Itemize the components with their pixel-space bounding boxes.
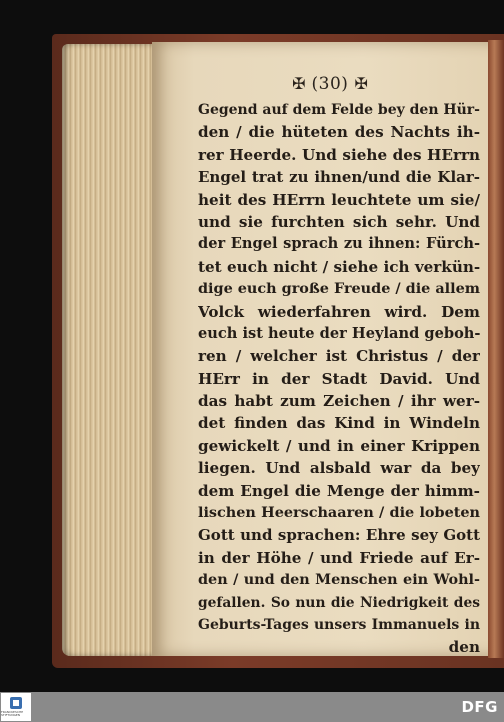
dfg-logo[interactable]: DFG [461,698,498,716]
text-line: dige euch große Freude / die allem [198,280,480,298]
text-line: Geburts-Tages unsers Immanuels in [198,616,480,633]
text-line: euch ist heute der Heyland geboh- [198,324,480,342]
text-line: liegen. Und alsbald war da bey [198,459,480,478]
text-line: rer Heerde. Und siehe des HErrn [198,145,480,164]
page-edges [62,44,158,656]
text-line: und sie furchten sich sehr. Und [198,212,480,231]
page-number: (30) [311,74,349,94]
catchword: den [448,638,480,657]
library-logo[interactable] [1,693,31,721]
ornament-left-icon: ✠ [292,74,306,93]
text-line: det finden das Kind in Windeln [198,414,480,433]
text-line: Engel trat zu ihnen/und die Klar- [198,168,480,187]
text-line: den / und den Menschen ein Wohl- [198,571,480,589]
text-line: den / die hüteten des Nachts ih- [198,123,480,142]
text-line: Gott und sprachen: Ehre sey Gott [198,526,480,545]
library-logo-icon [10,697,22,709]
page-header [285,72,375,96]
text-line: HErr in der Stadt David. Und [198,369,480,388]
footer-bar [0,692,504,722]
text-line: Volck wiederfahren wird. Dem [198,302,480,321]
library-logo-text: FRANCKESCHE STIFTUNGEN [1,710,24,717]
text-line: gewickelt / und in einer Krippen [198,436,480,455]
text-line: das habt zum Zeichen / ihr wer- [198,392,480,411]
ornament-right-icon: ✠ [354,74,368,93]
text-line: tet euch nicht / siehe ich verkün- [198,257,480,276]
page-text [198,99,480,659]
text-line: gefallen. So nun die Niedrigkeit des [198,594,480,611]
text-line: in der Höhe / und Friede auf Er- [198,548,480,567]
text-line: dem Engel die Menge der himm- [198,481,480,500]
page-right-edge [488,40,504,658]
text-line: der Engel sprach zu ihnen: Fürch- [198,235,480,253]
text-line: heit des HErrn leuchtete um sie/ [198,190,480,209]
text-line: Gegend auf dem Felde bey den Hür- [198,102,480,118]
text-line: ren / welcher ist Christus / der [198,347,480,366]
text-line: lischen Heerschaaren / die lobeten [198,504,480,522]
